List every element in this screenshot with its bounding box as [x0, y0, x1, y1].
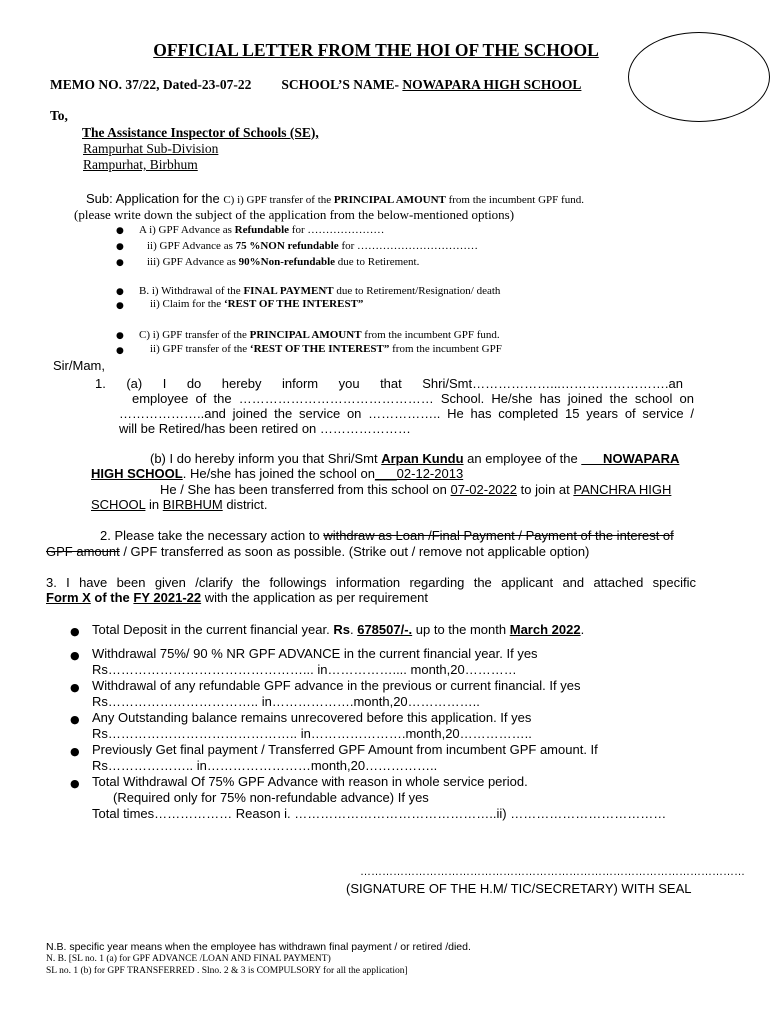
- addressee-title: The Assistance Inspector of Schools (SE),: [82, 125, 319, 140]
- footnote-1: N.B. specific year means when the employee has withdrawn final payment / or retired /died.: [46, 941, 471, 953]
- item-withdrawal-nr-details: Rs………………………………………... in…………….... month,20…………: [92, 662, 517, 677]
- signature-label: (SIGNATURE OF THE H.M/ TIC/SECRETARY) WITH SEAL: [346, 881, 692, 896]
- para3-line1: 3. I have been given /clarify the followings information regarding the applicant and attached specific: [46, 575, 696, 590]
- option-a3: iii) GPF Advance as 90%Non-refundable due to Retirement.: [147, 256, 420, 268]
- para1b-line2: HIGH SCHOOL. He/she has joined the school on___02-12-2013: [91, 466, 464, 481]
- option-c2: ii) GPF transfer of the ‘REST OF THE INTEREST” from the incumbent GPF: [150, 343, 502, 355]
- item-final-payment: Previously Get final payment / Transferred GPF Amount from incumbent GPF amount. If: [92, 742, 598, 757]
- item-outstanding-details: Rs…………………………………….. in………………….month,20……………..: [92, 726, 532, 741]
- para1b-line4: SCHOOL in BIRBHUM district.: [91, 497, 268, 512]
- district-name: BIRBHUM: [162, 497, 223, 512]
- para2-line1: 2. Please take the necessary action to withdraw as Loan /Final Payment / Payment of the interest of: [100, 528, 674, 543]
- new-school-part2: SCHOOL: [91, 497, 146, 512]
- bullet-icon: ●: [116, 346, 124, 356]
- joining-date: ___02-12-2013: [374, 466, 464, 481]
- bullet-icon: ●: [70, 713, 80, 726]
- memo-line: [50, 77, 581, 93]
- bullet-icon: ●: [116, 226, 124, 236]
- option-a1: A i) GPF Advance as Refundable for …………………: [139, 224, 385, 236]
- bullet-icon: ●: [116, 287, 124, 297]
- school-label: SCHOOL’S NAME-: [281, 77, 403, 92]
- subject-line: [86, 190, 584, 208]
- employee-name: Arpan Kundu: [381, 451, 464, 466]
- footnote-3: SL no. 1 (b) for GPF TRANSFERRED . Slno. 2 & 3 is COMPULSORY for all the application]: [46, 966, 408, 976]
- addressee-line3: Rampurhat, Birbhum: [83, 157, 198, 172]
- subject-p3: from the incumbent GPF fund.: [445, 194, 584, 206]
- item-final-payment-details: Rs……………….. in……………………month,20……………..: [92, 758, 438, 773]
- subject-p1: C) i) GPF transfer of the: [223, 194, 334, 206]
- memo-number: MEMO NO. 37/22, Dated-23-07-22: [50, 77, 252, 92]
- item-total-withdrawal-note: (Required only for 75% non-refundable advance) If yes: [113, 790, 429, 805]
- subject-p2: PRINCIPAL AMOUNT: [333, 194, 446, 206]
- para1b-line3: He / She has been transferred from this school on 07-02-2022 to join at PANCHRA HIGH: [160, 482, 672, 497]
- signature-line: ……………………………………………………………………………………………: [360, 866, 745, 878]
- para1b-line1: (b) I do hereby inform you that Shri/Smt Arpan Kundu an employee of the ___NOWAPARA: [150, 451, 680, 466]
- para3-line2: Form X of the FY 2021-22 with the application as per requirement: [46, 590, 429, 605]
- financial-year: FY 2021-22: [133, 590, 202, 605]
- option-a2: ii) GPF Advance as 75 %NON refundable for ……………………………: [147, 240, 479, 252]
- school-name-part2: HIGH SCHOOL: [91, 466, 183, 481]
- to-label: To,: [50, 108, 68, 123]
- struck-text: GPF amount: [46, 544, 120, 559]
- deposit-month: March 2022: [509, 622, 581, 637]
- school-name-part1: ___NOWAPARA: [581, 451, 680, 466]
- new-school-part1: PANCHRA HIGH: [573, 482, 672, 497]
- school-name: NOWAPARA HIGH SCHOOL: [402, 77, 582, 92]
- form-x: Form X: [46, 590, 91, 605]
- item-refundable-details: Rs…………………………….. in……………….month,20……………..: [92, 694, 480, 709]
- bullet-icon: ●: [70, 681, 80, 694]
- option-b1: B. i) Withdrawal of the FINAL PAYMENT due to Retirement/Resignation/ death: [139, 285, 501, 297]
- bullet-icon: ●: [70, 649, 80, 662]
- subject-prefix: Sub: Application for the: [86, 191, 224, 206]
- salutation: Sir/Mam,: [53, 358, 105, 373]
- para1a-line4: will be Retired/has been retired on …………………: [119, 421, 411, 436]
- item-total-withdrawal: Total Withdrawal Of 75% GPF Advance with reason in whole service period.: [92, 774, 528, 789]
- para1a-line2: employee of the ……………………………………… School. He/she has joined the school on: [132, 391, 694, 406]
- para1a-line3: ………………..and joined the service on …………….. He has completed 15 years of service /: [119, 406, 694, 421]
- item-outstanding: Any Outstanding balance remains unrecovered before this application. If yes: [92, 710, 532, 725]
- bullet-icon: ●: [116, 242, 124, 252]
- struck-text: withdraw as Loan /Final Payment / Payment of the interest of: [323, 528, 674, 543]
- bullet-icon: ●: [116, 331, 124, 341]
- addressee-line2: Rampurhat Sub-Division: [83, 141, 219, 156]
- bullet-icon: ●: [116, 258, 124, 268]
- transfer-date: 07-02-2022: [450, 482, 517, 497]
- item-total-withdrawal-details: Total times……………… Reason i. ………………………………………..ii) ………………………………: [92, 806, 667, 821]
- footnote-2: N. B. [SL no. 1 (a) for GPF ADVANCE /LOAN AND FINAL PAYMENT): [46, 954, 331, 964]
- option-c1: C) i) GPF transfer of the PRINCIPAL AMOUNT from the incumbent GPF fund.: [139, 329, 500, 341]
- para2-line2: GPF amount / GPF transferred as soon as possible. (Strike out / remove not applicable option): [46, 544, 590, 559]
- item-withdrawal-nr: Withdrawal 75%/ 90 % NR GPF ADVANCE in the current financial year. If yes: [92, 646, 538, 661]
- subject-instruction: (please write down the subject of the application from the below-mentioned options): [74, 207, 515, 222]
- bullet-icon: ●: [70, 745, 80, 758]
- page-title: OFFICIAL LETTER FROM THE HOI OF THE SCHOOL: [153, 40, 599, 60]
- bullet-icon: ●: [70, 777, 80, 790]
- option-b2: ii) Claim for the ‘REST OF THE INTEREST”: [150, 298, 364, 310]
- deposit-amount: 678507/-.: [357, 622, 413, 637]
- bullet-icon: ●: [70, 625, 80, 638]
- para1a-line1: 1. (a) I do hereby inform you that Shri/Smt………………...…………………….an: [95, 376, 683, 391]
- item-refundable: Withdrawal of any refundable GPF advance in the previous or current financial. If yes: [92, 678, 581, 693]
- bullet-icon: ●: [116, 301, 124, 311]
- item-total-deposit: Total Deposit in the current financial year. Rs. 678507/-. up to the month March 2022.: [92, 622, 585, 637]
